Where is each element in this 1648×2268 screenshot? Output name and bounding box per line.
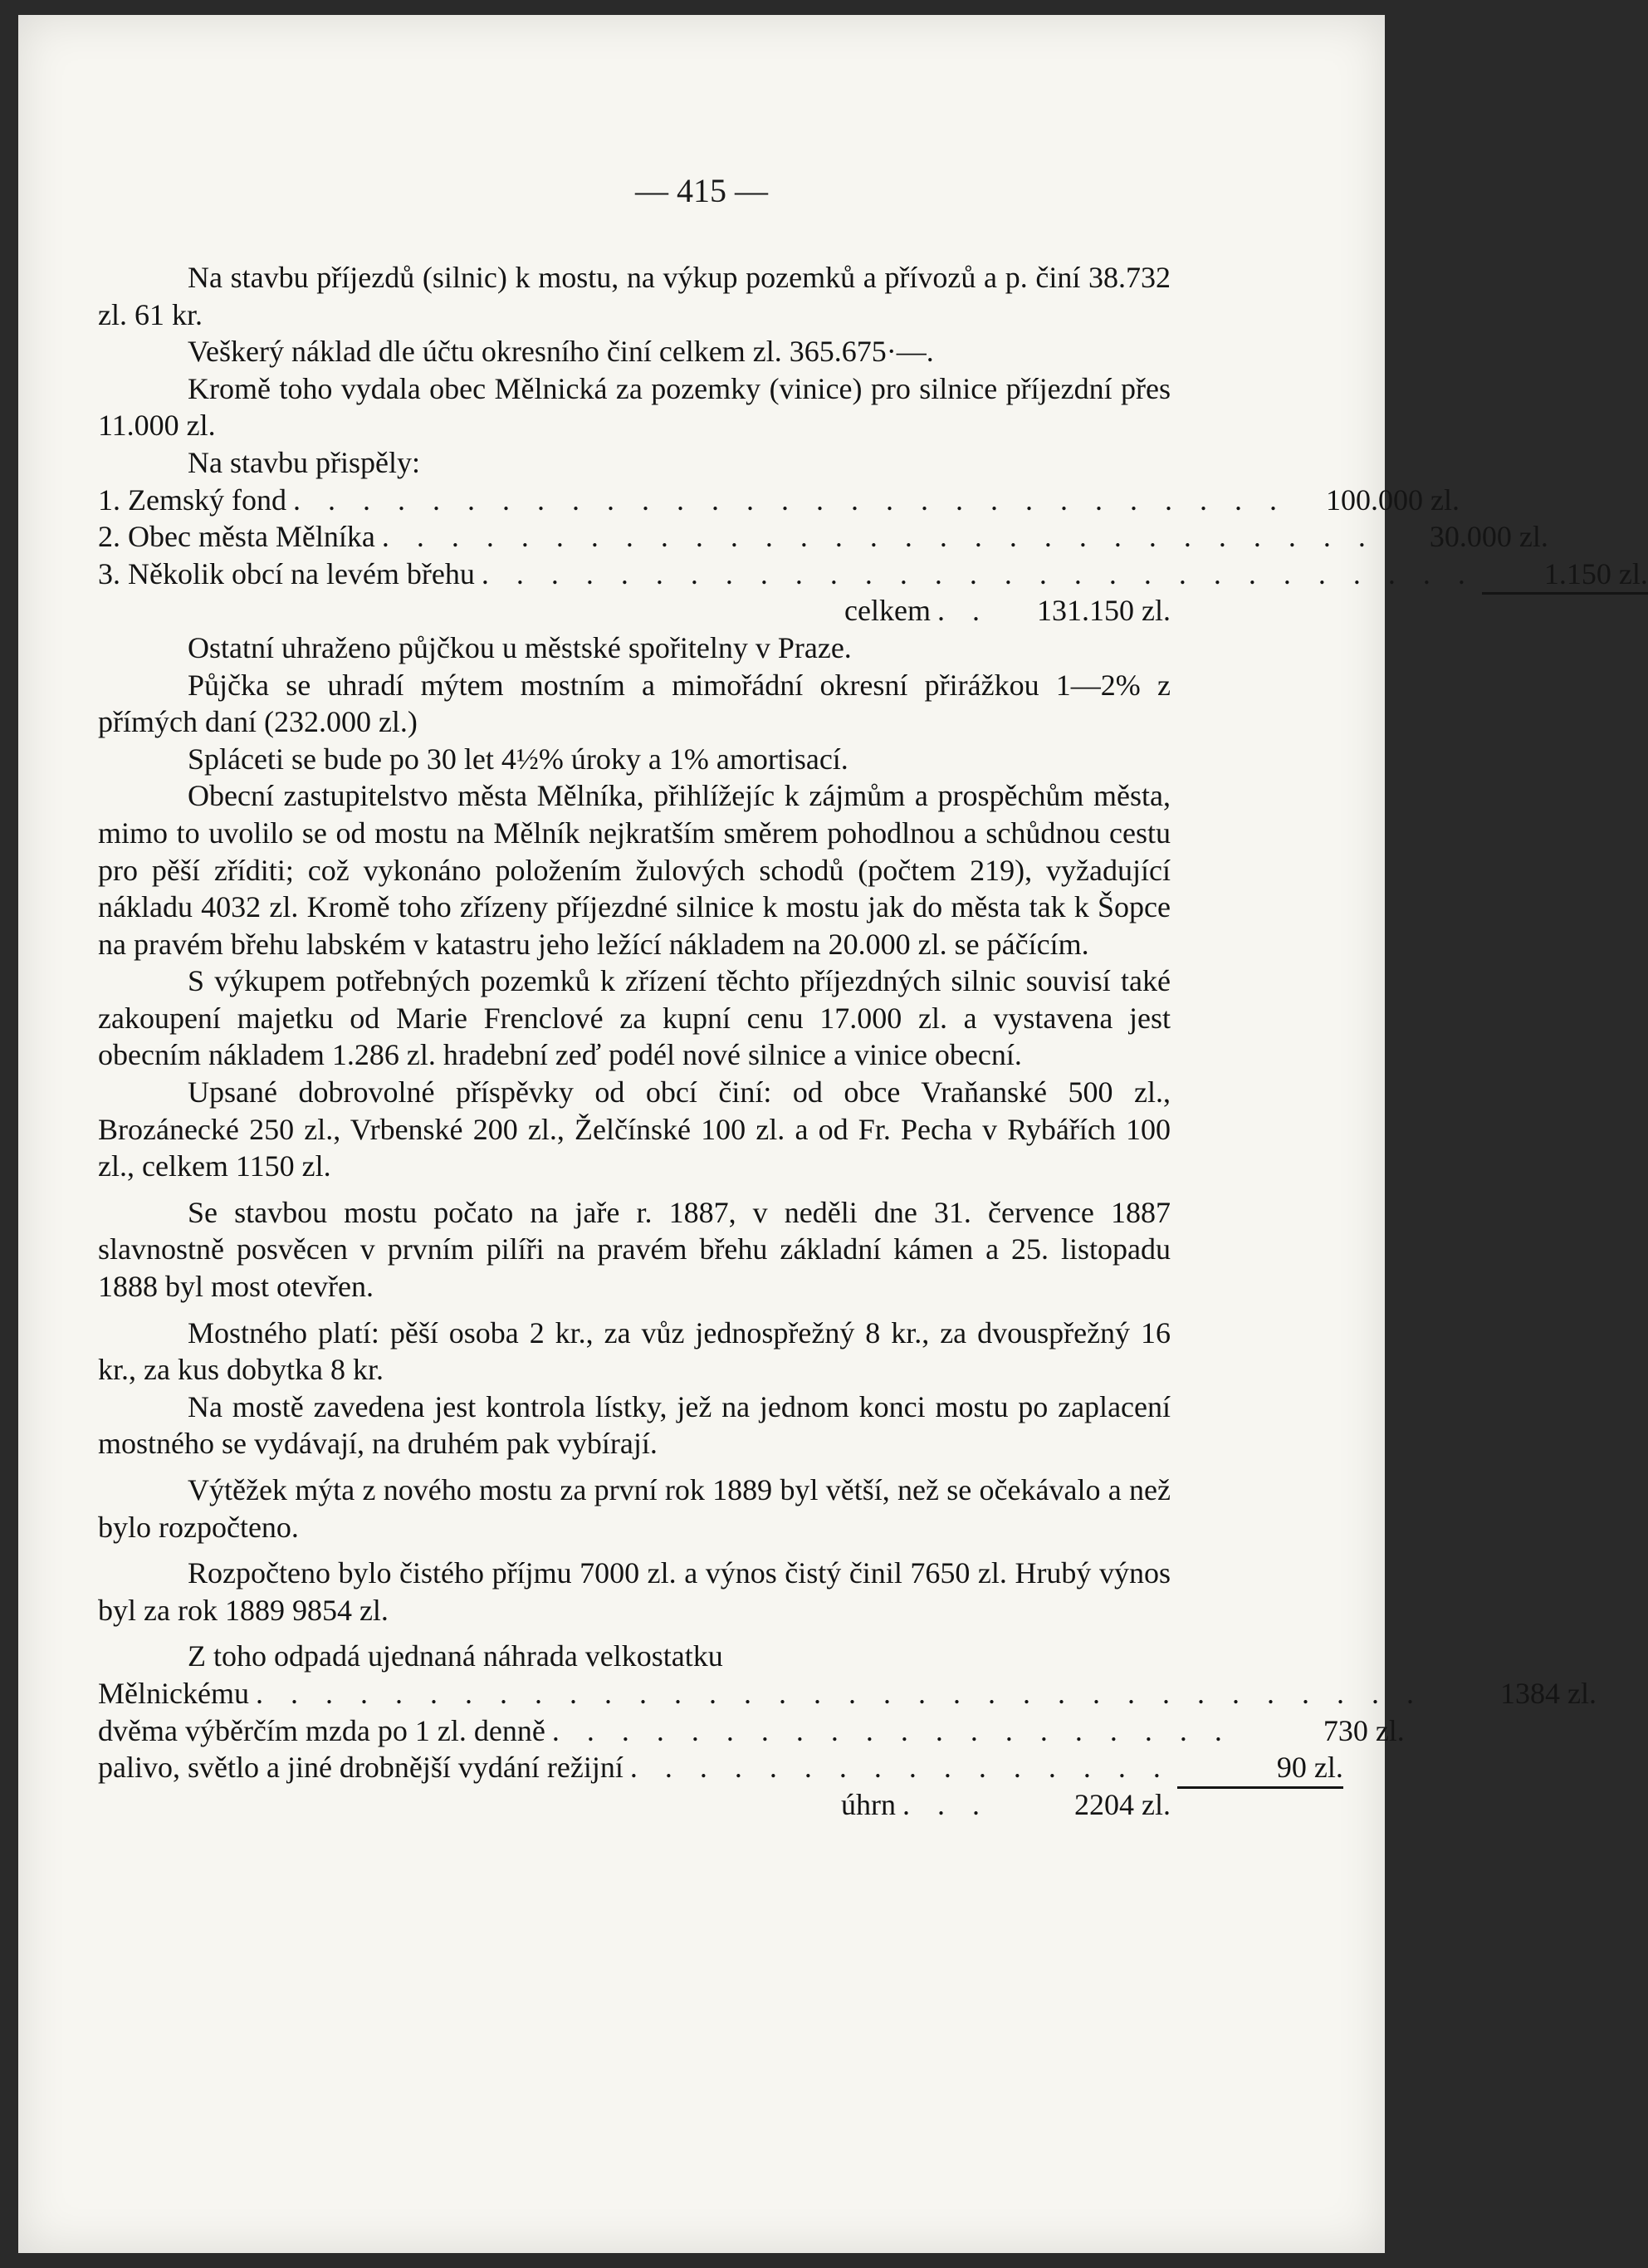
leader-dots: . . . bbox=[902, 1787, 990, 1821]
list-item bbox=[98, 482, 1460, 519]
leader-dots: . . . . . . . . . . . . . . . . . . . . . . . . . . . . . bbox=[381, 520, 1376, 554]
total-label: celkem bbox=[844, 594, 931, 628]
deduction-label: Mělnickému bbox=[98, 1676, 249, 1710]
deductions-heading: Z toho odpadá ujednaná náhrada velkostatku bbox=[188, 1639, 723, 1673]
paragraph: Ostatní uhraženo půjčkou u městské spořitelny v Praze. bbox=[188, 630, 852, 664]
leader-dots: . . . . . . . . . . . . . . . . . . . . . . . . . . . . . bbox=[481, 556, 1475, 590]
total-amount: 131.150 zl. bbox=[1037, 594, 1171, 628]
page-number: — 415 — bbox=[635, 172, 768, 209]
contribution-label: 3. Několik obcí na levém břehu bbox=[98, 556, 475, 590]
contribution-label: 1. Zemský fond bbox=[98, 483, 286, 517]
contributions-total-row bbox=[98, 592, 1171, 629]
leader-dots: . . . . . . . . . . . . . . . . bbox=[629, 1751, 1171, 1785]
paragraph: Obecní zastupitelstvo města Mělníka, přihlížejíc k zájmům a prospěchům města, mimo to uvolilo se od mostu na Mělník nejkratším směrem pohodlnou a schůdnou cestu pro pěší zříditi; což vykonáno položením žulových schodů (počtem 219), vyžadující nákladu 4032 zl. Kromě toho zřízeny příjezdné silnice k mostu jak do města tak k Šopce na pravém břehu labském v katastru jeho ležící nákladem na 20.000 zl. se páčícím. bbox=[98, 779, 1171, 961]
total-label: úhrn bbox=[841, 1787, 896, 1821]
contribution-amount: 30.000 zl. bbox=[1429, 520, 1548, 554]
scanned-page bbox=[18, 15, 1648, 2253]
deduction-amount: 1384 zl. bbox=[1499, 1676, 1597, 1710]
deduction-amount: 730 zl. bbox=[1323, 1713, 1405, 1747]
deduction-label: dvěma výběrčím mzda po 1 zl. denně bbox=[98, 1713, 545, 1747]
leader-dots: . . . . . . . . . . . . . . . . . . . . bbox=[551, 1713, 1232, 1747]
list-item bbox=[98, 518, 1548, 556]
paragraph: Rozpočteno bylo čistého příjmu 7000 zl. a výnos čistý činil 7650 zl. Hrubý výnos byl za rok 1889 9854 zl. bbox=[98, 1556, 1171, 1627]
contribution-label: 2. Obec města Mělníka bbox=[98, 520, 375, 554]
list-item bbox=[98, 1675, 1597, 1712]
deductions-list bbox=[98, 1675, 1597, 1823]
paragraph: Výtěžek mýta z nového mostu za první rok 1889 byl větší, než se očekávalo a než bylo rozpočteno. bbox=[98, 1473, 1171, 1544]
leader-dots: . . . . . . . . . . . . . . . . . . . . . . . . . . . . . . . . . . bbox=[255, 1676, 1424, 1710]
paragraph: Půjčka se uhradí mýtem mostním a mimořádní okresní přirážkou 1—2% z přímých daní (232.000 zl.) bbox=[98, 668, 1171, 739]
leader-dots: . . bbox=[937, 594, 990, 628]
contribution-amount: 100.000 zl. bbox=[1325, 483, 1460, 517]
contributions-heading: Na stavbu přispěly: bbox=[188, 445, 420, 479]
leader-dots: . . . . . . . . . . . . . . . . . . . . . . . . . . . . . bbox=[292, 483, 1287, 517]
page-body bbox=[98, 259, 1648, 1823]
paragraph: Mostného platí: pěší osoba 2 kr., za vůz jednospřežný 8 kr., za dvouspřežný 16 kr., za kus dobytka 8 kr. bbox=[98, 1315, 1171, 1387]
contributions-list bbox=[98, 482, 1648, 629]
paragraph: Kromě toho vydala obec Mělnická za pozemky (vinice) pro silnice příjezdní přes 11.000 zl. bbox=[98, 371, 1171, 443]
paragraph: Upsané dobrovolné příspěvky od obcí činí: od obce Vraňanské 500 zl., Brozánecké 250 zl., Vrbenské 200 zl., Želčínské 100 zl. a od Fr. Pecha v Rybářích 100 zl., celkem 1150 zl. bbox=[98, 1075, 1171, 1183]
total-amount: 2204 zl. bbox=[1074, 1787, 1171, 1821]
list-item bbox=[98, 1749, 1343, 1786]
paragraph: S výkupem potřebných pozemků k zřízení těchto příjezdných silnic souvisí také zakoupení majetku od Marie Frenclové za kupní cenu 17.000 zl. a vystavena jest obecním nákladem 1.286 zl. hradební zeď podél nové silnice a vinice obecní. bbox=[98, 964, 1171, 1072]
list-item bbox=[98, 1712, 1405, 1750]
paragraph: Na mostě zavedena jest kontrola lístky, jež na jednom konci mostu po zaplacení mostného se vydávají, na druhém pak vybírají. bbox=[98, 1389, 1171, 1461]
list-item bbox=[98, 556, 1648, 593]
paragraph: Se stavbou mostu počato na jaře r. 1887, v neděli dne 31. července 1887 slavnostně posvěcen v prvním pilíři na pravém břehu základní kámen a 25. listopadu 1888 byl most otevřen. bbox=[98, 1195, 1171, 1304]
deduction-amount: 90 zl. bbox=[1177, 1749, 1343, 1789]
paragraph: Veškerý náklad dle účtu okresního činí celkem zl. 365.675·—. bbox=[188, 335, 934, 369]
contribution-amount: 1.150 zl. bbox=[1482, 556, 1648, 595]
deduction-label: palivo, světlo a jiné drobnější vydání režijní bbox=[98, 1751, 624, 1785]
deductions-total-row bbox=[98, 1786, 1171, 1824]
paragraph: Spláceti se bude po 30 let 4½% úroky a 1% amortisací. bbox=[188, 742, 848, 776]
paragraph: Na stavbu příjezdů (silnic) k mostu, na výkup pozemků a přívozů a p. činí 38.732 zl. 61 kr. bbox=[98, 261, 1171, 331]
